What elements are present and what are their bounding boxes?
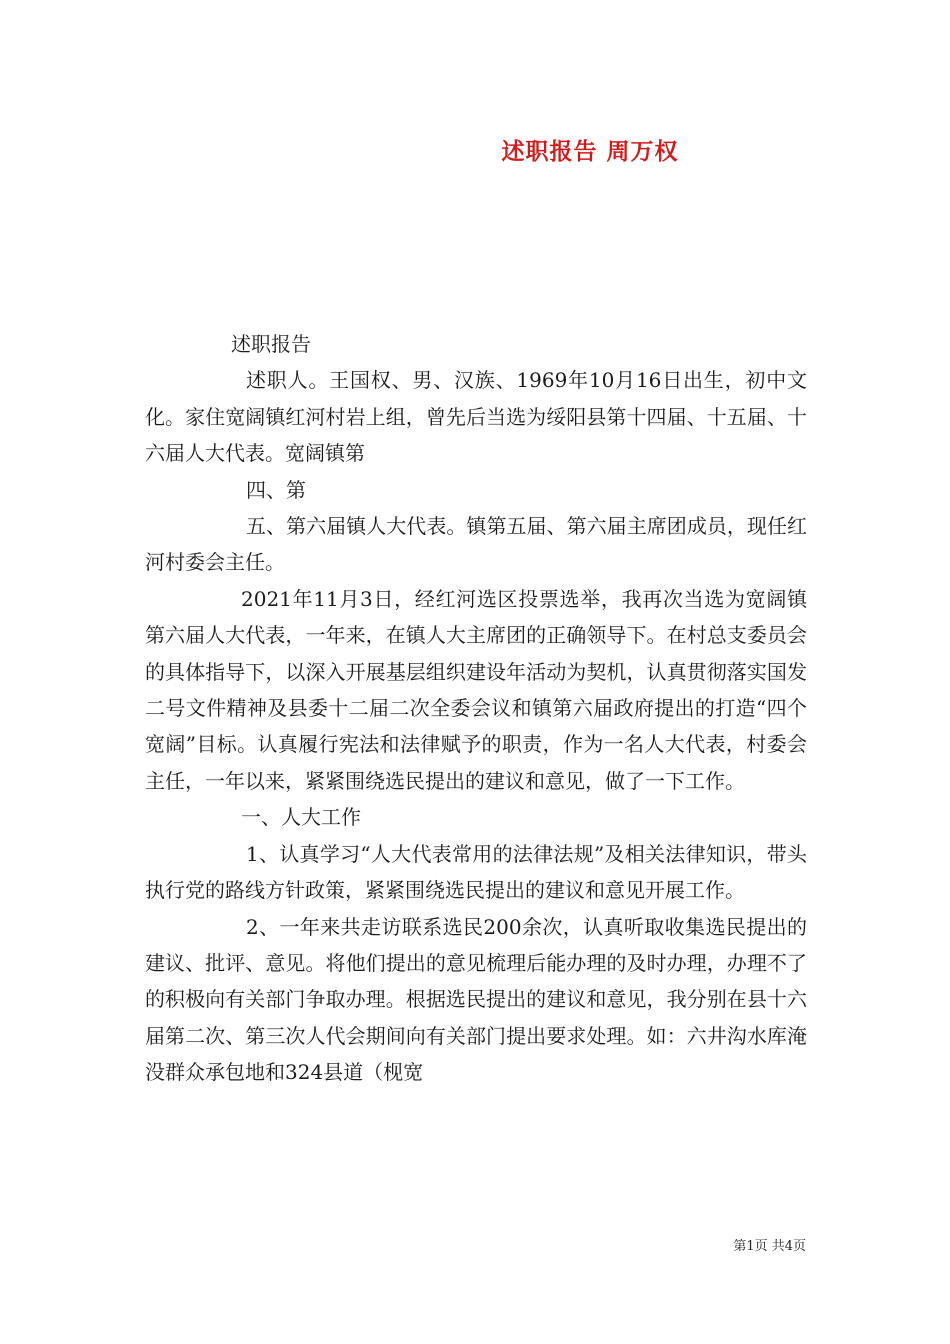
document-title: 述职报告 周万权: [501, 139, 679, 165]
paragraph-item-1: 1、认真学习“人大代表常用的法律法规”及相关法律知识，带头执行党的路线方针政策，紧紧围绕选民提出的建议和意见开展工作。: [145, 841, 807, 903]
document-body: [145, 326, 807, 1091]
paragraph-intro: 述职人。王国权、男、汉族、1969年10月16日出生，初中文化。家住宽阔镇红河村岩上组，曾先后当选为绥阳县第十四届、十五届、十六届人大代表。宽阔镇第: [145, 368, 807, 466]
paragraph-fragment: 四、第: [246, 477, 306, 502]
paragraph-positions: 五、第六届镇人大代表。镇第五届、第六届主席团成员，现任红河村委会主任。: [145, 514, 807, 575]
paragraph-election: 2021年11月3日，经红河选区投票选举，我再次当选为宽阔镇第六届人大代表，一年来，在镇人大主席团的正确领导下。在村总支委员会的具体指导下，以深入开展基层组织建设年活动为契机，认真贯彻落实国发二号文件精神及县委十二届二次全委会议和镇第六届政府提出的打造“四个宽阔”目标。认真履行宪法和法律赋予的职责，作为一名人大代表，村委会主任，一年以来，紧紧围绕选民提出的建议和意见，做了一下工作。: [145, 586, 807, 793]
paragraph-item-2: 2、一年来共走访联系选民200余次，认真听取收集选民提出的建议、批评、意见。将他们提出的意见梳理后能办理的及时办理，办理不了的积极向有关部门争取办理。根据选民提出的建议和意见，我分别在县十六届第二次、第三次人代会期间向有关部门提出要求处理。如：六井沟水库淹没群众承包地和324县道（枧宽: [145, 914, 807, 1085]
paragraph-heading: 述职报告: [231, 332, 311, 356]
section-heading: 一、人大工作: [241, 805, 361, 830]
page-number: 第1页 共4页: [733, 1239, 806, 1254]
